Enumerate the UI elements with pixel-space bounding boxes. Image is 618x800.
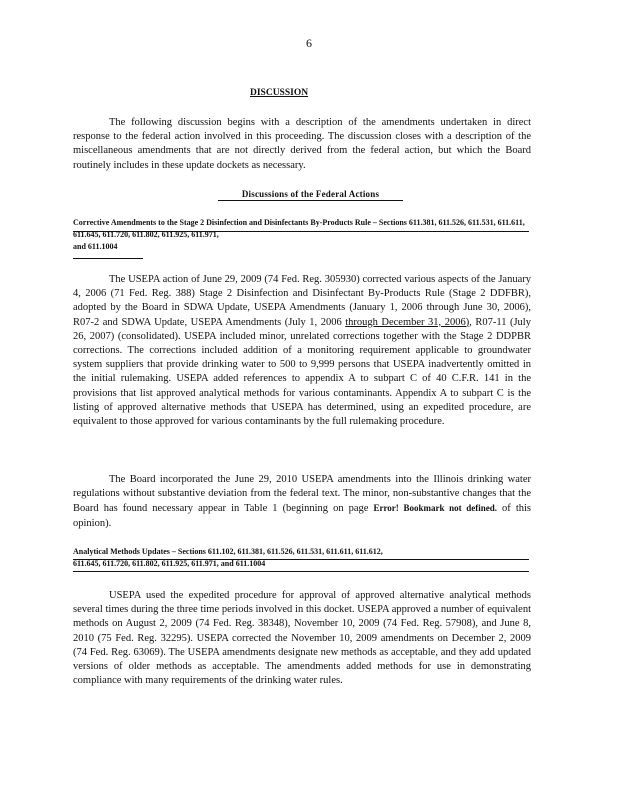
section1-heading-line2: and 611.1004 (73, 242, 118, 251)
page-number: 6 (306, 36, 312, 50)
usepa-methods-paragraph (73, 589, 531, 688)
intro-text: The following discussion begins with a description of the amendments undertaken in direct response to the federal action involved in this proceeding. The discussion closes with a description of the miscellaneous amendments that are not directly derived from the federal action, but which the Board routinely includes in these update dockets as necessary. (73, 117, 531, 171)
section1-heading (73, 217, 529, 253)
board-text-before: The Board incorporated the June 29, 2010 USEPA amendments into the Illinois drinking water regulations without substantive deviation from the federal text. The minor, non-substantive changes that the Board has found necessary appear in Table 1 (beginning on page (73, 474, 531, 515)
stage2-text-before: The USEPA action of June 29, 2009 (74 Fed. Reg. 305930) corrected various aspects of the January 4, 2006 (71 Fed. Reg. 388) Stage 2 Disinfection and Disinfectant By-Products Rule (Stage 2 DDFBR), adopted by the Board in SDWA Update, USEPA Amendments (January 1, 2006 through June 30, 2006), R07-2 and SDWA Update, USEPA Amendments (July 1, 2006 (73, 274, 531, 328)
section1-rule (73, 231, 529, 232)
stage2-text-after: , R07-11 (July 26, 2007) (consolidated). USEPA included minor, unrelated corrections together with the Stage 2 DDPBR corrections. The corrections included addition of a monitoring requirement applicable to groundwater system suppliers that provide drinking water to 500 to 9,999 persons that USEPA inadvertently omitted in the initial rulemaking. USEPA added references to appendix A to subpart C of 40 C.F.R. 141 in the provisions that list approved analytical methods for various contaminants. Appendix A to subpart C is the listing of approved alternative methods that USEPA has determined, using an expedited procedure, are equivalent to those approved for various contaminants by the full rulemaking procedure. (73, 316, 531, 428)
stage2-underlined-date: through December 31, 2006) (345, 316, 470, 328)
section2-heading-line1: Analytical Methods Updates – Sections 611.102, 611.381, 611.526, 611.531, 611.611, 611.612, (73, 547, 383, 556)
federal-actions-subheading: Discussions of the Federal Actions (218, 189, 403, 201)
board-text-after: of this opinion). (73, 503, 531, 529)
discussion-heading: DISCUSSION (250, 88, 309, 98)
stage2-paragraph (73, 273, 531, 429)
intro-paragraph (73, 116, 531, 173)
bookmark-error: Error! Bookmark not defined. (373, 503, 498, 514)
usepa-methods-text: USEPA used the expedited procedure for approval of approved alternative analytical methods several times during the three time periods involved in this docket. USEPA approved a number of equivalent methods on August 2, 2009 (74 Fed. Reg. 38348), November 10, 2009 (74 Fed. Reg. 57908), and June 8, 2010 (75 Fed. Reg. 32295). USEPA corrected the November 10, 2009 amendments on December 2, 2009 (74 Fed. Reg. 63069). The USEPA amendments designate new methods as acceptable, and they add updated versions of older methods as acceptable. The amendments added methods for use in demonstrating compliance with many requirements of the drinking water rules. (73, 590, 531, 687)
section1-heading-line1: Corrective Amendments to the Stage 2 Disinfection and Disinfectants By-Products Rule – Sections 611.381, 611.526, 611.531, 611.611, 611.645, 611.720, 611.802, 611.925, 611.971, (73, 218, 525, 239)
section2-rule (73, 559, 529, 560)
section2-heading-line2: 611.645, 611.720, 611.802, 611.925, 611.971, and 611.1004 (73, 559, 266, 568)
section1-rule-short (73, 258, 143, 259)
section2-rule-bottom (73, 571, 529, 572)
section2-heading (73, 546, 529, 570)
board-incorporation-paragraph (73, 473, 531, 531)
